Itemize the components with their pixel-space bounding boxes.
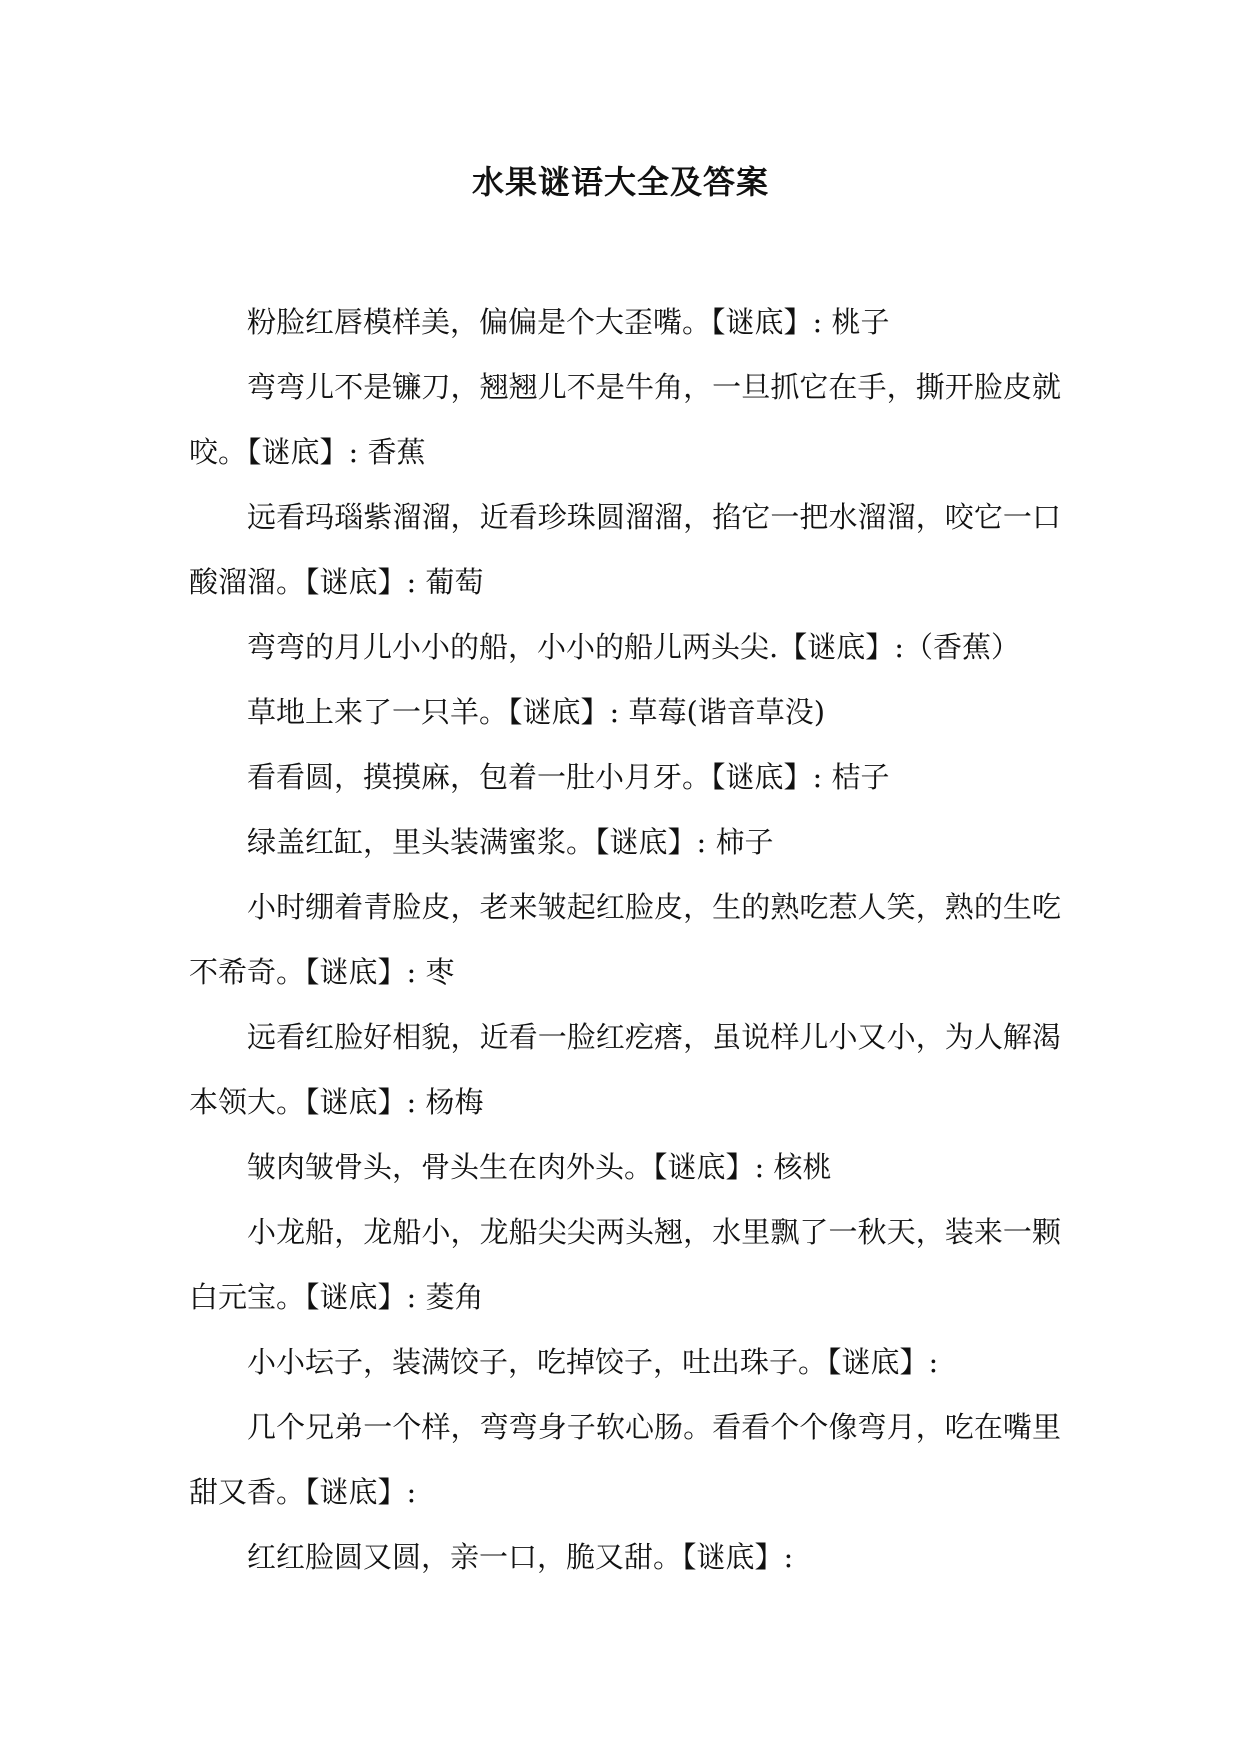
- riddle-paragraph: 红红脸圆又圆，亲一口，脆又甜。【谜底】:: [247, 1540, 794, 1574]
- document-title: 水果谜语大全及答案: [471, 163, 769, 201]
- riddle-paragraph: 几个兄弟一个样，弯弯身子软心肠。看看个个像弯月，吃在嘴里甜又香。【谜底】:: [189, 1410, 1061, 1509]
- riddle-paragraph: 看看圆，摸摸麻，包着一肚小月牙。【谜底】: 桔子: [247, 760, 890, 794]
- riddle-paragraph: 粉脸红唇模样美，偏偏是个大歪嘴。【谜底】: 桃子: [247, 305, 890, 339]
- riddle-paragraph: 远看玛瑙紫溜溜，近看珍珠圆溜溜，掐它一把水溜溜，咬它一口酸溜溜。【谜底】: 葡萄: [189, 500, 1061, 599]
- riddle-paragraph: 小龙船，龙船小，龙船尖尖两头翘，水里飘了一秋天，装来一颗白元宝。【谜底】: 菱角: [189, 1215, 1061, 1314]
- riddle-paragraph: 弯弯儿不是镰刀，翘翘儿不是牛角，一旦抓它在手，撕开脸皮就咬。【谜底】: 香蕉: [189, 370, 1061, 469]
- riddle-paragraph: 远看红脸好相貌，近看一脸红疙瘩，虽说样儿小又小，为人解渴本领大。【谜底】: 杨梅: [189, 1020, 1061, 1119]
- riddle-paragraph: 小时绷着青脸皮，老来皱起红脸皮，生的熟吃惹人笑，熟的生吃不希奇。【谜底】: 枣: [189, 890, 1061, 989]
- riddle-paragraph: 小小坛子，装满饺子，吃掉饺子，吐出珠子。【谜底】:: [247, 1345, 939, 1379]
- riddle-paragraph: 绿盖红缸，里头装满蜜浆。【谜底】: 柿子: [247, 825, 774, 859]
- document-body: [189, 290, 1061, 1590]
- riddle-paragraph: 弯弯的月儿小小的船，小小的船儿两头尖.【谜底】:（香蕉）: [247, 630, 1020, 664]
- riddle-paragraph: 皱肉皱骨头，骨头生在肉外头。【谜底】: 核桃: [247, 1150, 832, 1184]
- riddle-paragraph: 草地上来了一只羊。【谜底】: 草莓(谐音草没): [247, 695, 826, 729]
